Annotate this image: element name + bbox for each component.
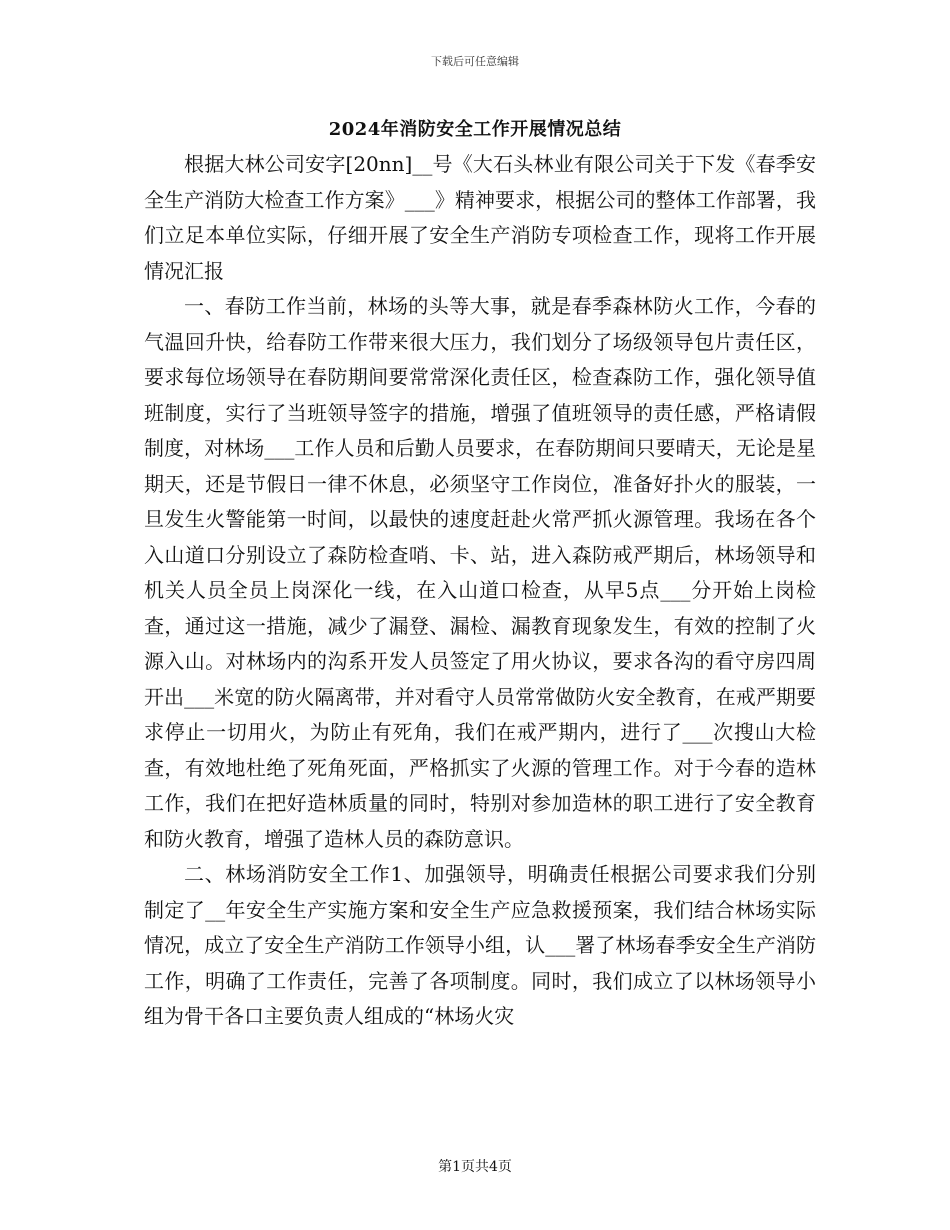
paragraph-section-1: 一、春防工作当前，林场的头等大事，就是春季森林防火工作，今春的气温回升快，给春防工作带来很大压力，我们划分了场级领导包片责任区，要求每位场领导在春防期间要常常深化责任区，检查森防工作，强化领导值班制度，实行了当班领导签字的措施，增强了值班领导的责任感，严格请假制度，对林场___工作人员和后勤人员要求，在春防期间只要晴天，无论是星期天，还是节假日一律不休息，必须坚守工作岗位，准备好扑火的服装，一旦发生火警能第一时间，以最快的速度赶赴火常严抓火源管理。我场在各个入山道口分别设立了森防检查哨、卡、站，进入森防戒严期后，林场领导和机关人员全员上岗深化一线，在入山道口检查，从早5点___分开始上岗检查，通过这一措施，减少了漏登、漏检、漏教育现象发生，有效的控制了火源入山。对林场内的沟系开发人员签定了用火协议，要求各沟的看守房四周开出___米宽的防火隔离带，并对看守人员常常做防火安全教育，在戒严期要求停止一切用火，为防止有死角，我们在戒严期内，进行了___次搜山大检查，有效地杜绝了死角死面，严格抓实了火源的管理工作。对于今春的造林工作，我们在把好造林质量的同时，特别对参加造林的职工进行了安全教育和防火教育，增强了造林人员的森防意识。: [144, 294, 816, 851]
document-title: 2024年消防安全工作开展情况总结: [328, 119, 622, 140]
document-body: [144, 147, 816, 1035]
page-number-footer: 第1页共4页: [438, 1159, 512, 1175]
paragraph-intro: 根据大林公司安字[20nn]__号《大石头林业有限公司关于下发《春季安全生产消防大检查工作方案》___》精神要求，根据公司的整体工作部署，我们立足本单位实际，仔细开展了安全生产消防专项检查工作，现将工作开展情况汇报: [144, 152, 816, 283]
header-note: 下载后可任意编辑: [431, 55, 519, 68]
paragraph-section-2: 二、林场消防安全工作1、加强领导，明确责任根据公司要求我们分别制定了__年安全生产实施方案和安全生产应急救援预案，我们结合林场实际情况，成立了安全生产消防工作领导小组，认___署了林场春季安全生产消防工作，明确了工作责任，完善了各项制度。同时，我们成立了以林场领导小组为骨干各口主要负责人组成的“林场火灾: [144, 862, 816, 1028]
